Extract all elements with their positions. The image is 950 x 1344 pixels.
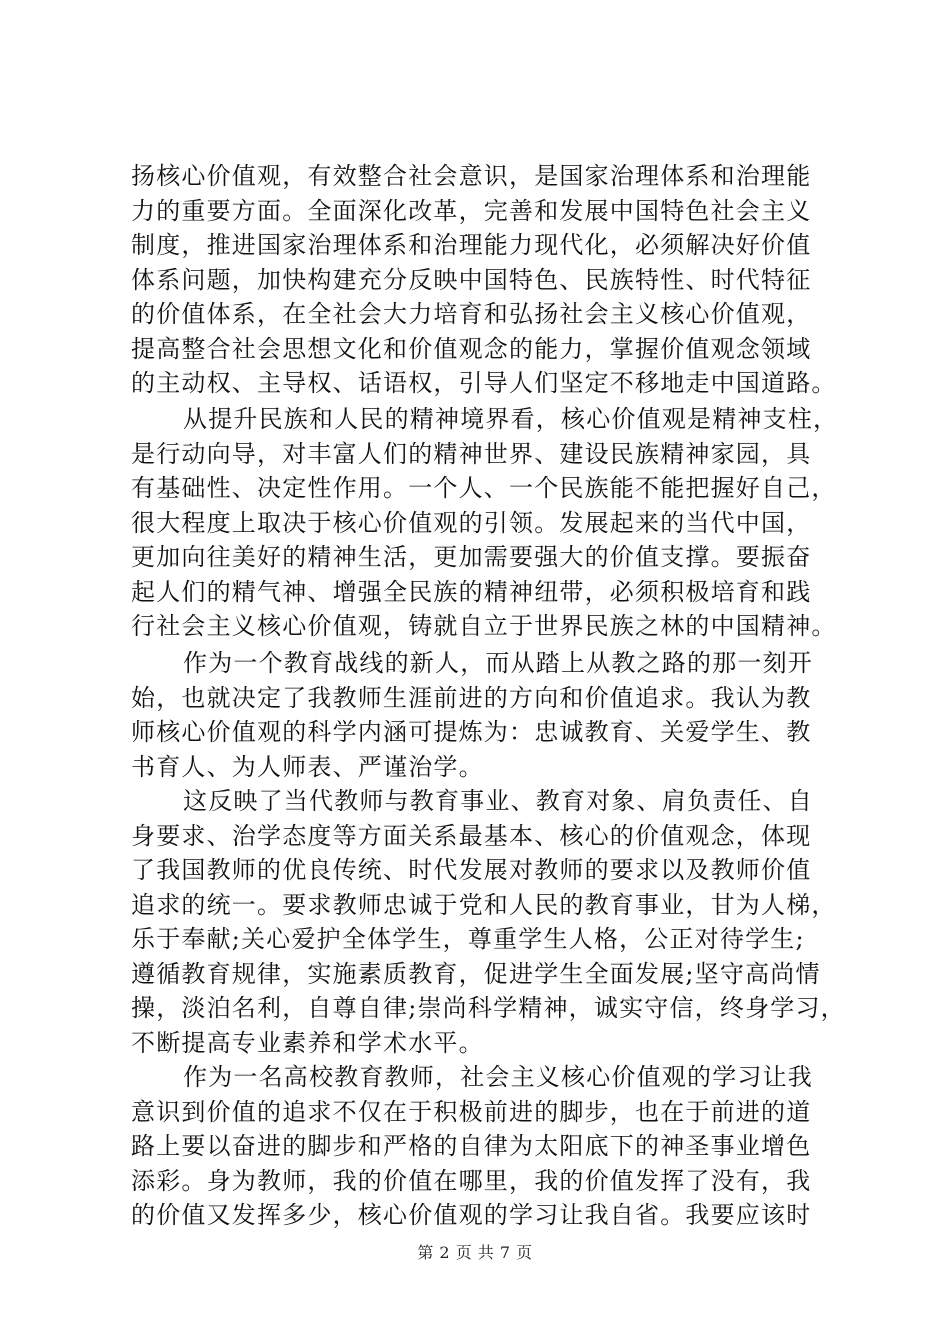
text-line: 从提升民族和人民的精神境界看，核心价值观是精神支柱， [183,405,839,433]
text-line: 的主动权、主导权、话语权，引导人们坚定不移地走中国道路。 [131,369,837,397]
text-line: 很大程度上取决于核心价值观的引领。发展起来的当代中国， [131,508,812,537]
text-line: 有基础性、决定性作用。一个人、一个民族能不能把握好自己， [131,474,837,502]
text-line: 是行动向导，对丰富人们的精神世界、建设民族精神家园，具 [131,439,812,468]
text-line: 始，也就决定了我教师生涯前进的方向和价值追求。我认为教 [131,683,812,712]
text-line: 的价值又发挥多少，核心价值观的学习让我自省。我要应该时 [131,1201,812,1229]
text-line: 力的重要方面。全面深化改革，完善和发展中国特色社会主义 [131,196,812,225]
text-line: 了我国教师的优良传统、时代发展对教师的要求以及教师价值 [131,856,812,884]
text-line: 的价值体系，在全社会大力培育和弘扬社会主义核心价值观， [131,300,812,328]
text-line: 制度，推进国家治理体系和治理能力现代化，必须解决好价值 [131,231,812,259]
paragraph [131,402,839,644]
text-line: 操，淡泊名利，自尊自律;崇尚科学精神，诚实守信，终身学习， [131,994,846,1022]
page-number: 第 2 页 共 7 页 [417,1243,533,1262]
text-line: 意识到价值的追求不仅在于积极前进的脚步，也在于前进的道 [131,1097,812,1126]
text-line: 作为一个教育战线的新人，而从踏上从教之路的那一刻开 [183,649,813,677]
text-line: 遵循教育规律，实施素质教育，促进学生全面发展;坚守高尚情 [131,959,821,988]
text-line: 扬核心价值观，有效整合社会意识，是国家治理体系和治理能 [131,162,812,190]
text-line: 提高整合社会思想文化和价值观念的能力，掌握价值观念领域 [131,334,812,363]
paragraph [131,646,831,784]
paragraph [131,1060,831,1233]
paragraph [131,159,837,401]
text-line: 更加向往美好的精神生活，更加需要强大的价值支撑。要振奋 [131,543,812,571]
text-line: 添彩。身为教师，我的价值在哪里，我的价值发挥了没有，我 [131,1166,812,1195]
text-line: 作为一名高校教育教师，社会主义核心价值观的学习让我 [183,1063,813,1091]
text-line: 乐于奉献;关心爱护全体学生，尊重学生人格，公正对待学生; [131,925,805,953]
text-line: 起人们的精气神、增强全民族的精神纽带，必须积极培育和践 [131,577,812,606]
text-line: 路上要以奋进的脚步和严格的自律为太阳底下的神圣事业增色 [131,1132,812,1160]
text-line: 师核心价值观的科学内涵可提炼为：忠诚教育、关爱学生、教 [131,718,812,746]
text-line: 不断提高专业素养和学术水平。 [131,1028,484,1057]
text-line: 行社会主义核心价值观，铸就自立于世界民族之林的中国精神。 [131,612,837,640]
text-line: 追求的统一。要求教师忠诚于党和人民的教育事业，甘为人梯， [131,890,837,919]
text-line: 体系问题，加快构建充分反映中国特色、民族特性、时代特征 [131,265,812,294]
text-line: 这反映了当代教师与教育事业、教育对象、肩负责任、自 [183,787,813,815]
text-line: 书育人、为人师表、严谨治学。 [131,752,484,781]
text-line: 身要求、治学态度等方面关系最基本、核心的价值观念，体现 [131,821,812,850]
paragraph [131,784,846,1060]
